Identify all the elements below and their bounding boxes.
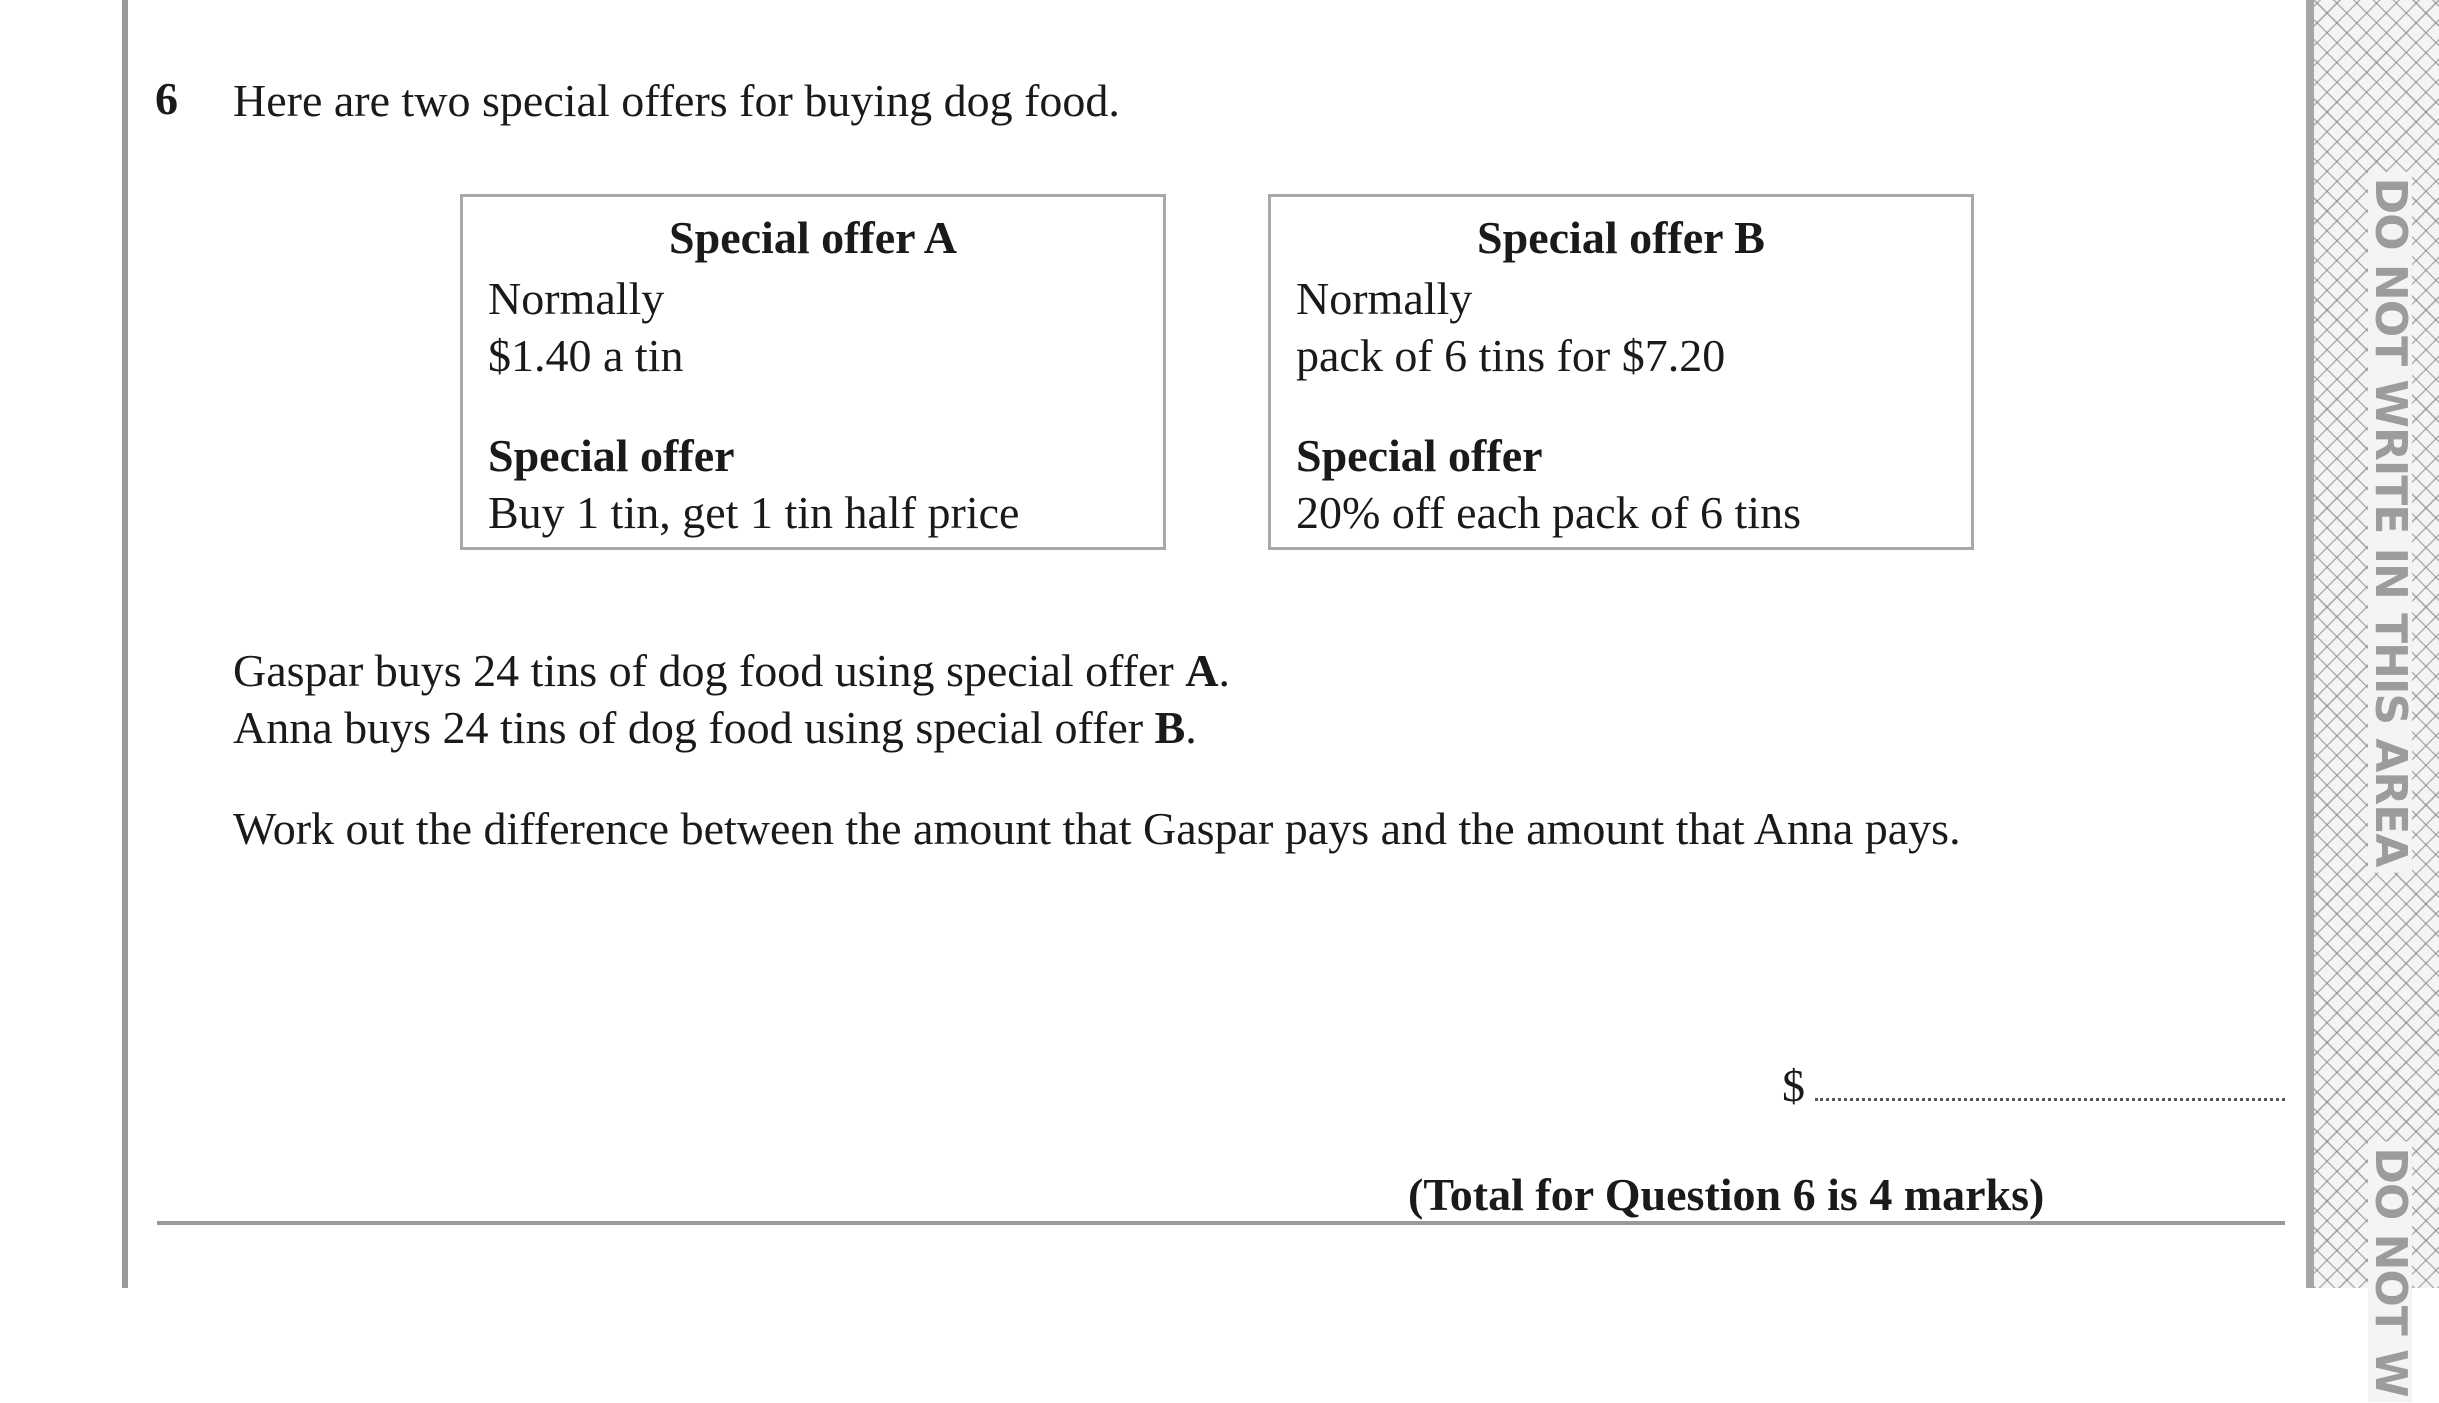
offer-normal-heading: Normally [1296, 273, 1473, 324]
left-margin-rule [122, 0, 128, 1288]
do-not-write-label-cut: DO NOT W [2368, 1141, 2412, 1402]
offer-special-heading: Special offer [1296, 430, 1543, 481]
offer-special-heading: Special offer [488, 430, 735, 481]
anna-period: . [1185, 702, 1197, 753]
do-not-write-label: DO NOT WRITE IN THIS AREA [2368, 172, 2412, 873]
question-intro: Here are two special offers for buying dog food. [233, 75, 1120, 126]
question-number: 6 [155, 73, 178, 124]
offer-special-text: Buy 1 tin, get 1 tin half price [488, 487, 1020, 538]
question-task: Work out the difference between the amount that Gaspar pays and the amount that Anna pays. [233, 803, 1961, 854]
answer-currency: $ [1782, 1060, 1805, 1111]
gaspar-statement [233, 645, 1230, 696]
offer-normal-price: $1.40 a tin [488, 330, 684, 381]
offer-normal-heading: Normally [488, 273, 665, 324]
offer-title: Special offer B [1477, 212, 1765, 263]
right-margin-rule [2306, 0, 2314, 1288]
gaspar-period: . [1218, 645, 1230, 696]
offer-title: Special offer A [669, 212, 957, 263]
question-end-rule [157, 1221, 2285, 1225]
offer-special-text: 20% off each pack of 6 tins [1296, 487, 1801, 538]
answer-line[interactable] [1815, 1098, 2285, 1101]
anna-statement [233, 702, 1197, 753]
anna-text: Anna buys 24 tins of dog food using special offer [233, 702, 1155, 753]
anna-offer: B [1154, 702, 1186, 753]
offer-normal-price: pack of 6 tins for $7.20 [1296, 330, 1726, 381]
gaspar-text: Gaspar buys 24 tins of dog food using special offer [233, 645, 1186, 696]
offer-box-b [1268, 194, 1974, 550]
offer-box-a [460, 194, 1166, 550]
question-total-marks: (Total for Question 6 is 4 marks) [1408, 1169, 2045, 1220]
gaspar-offer: A [1185, 645, 1219, 696]
